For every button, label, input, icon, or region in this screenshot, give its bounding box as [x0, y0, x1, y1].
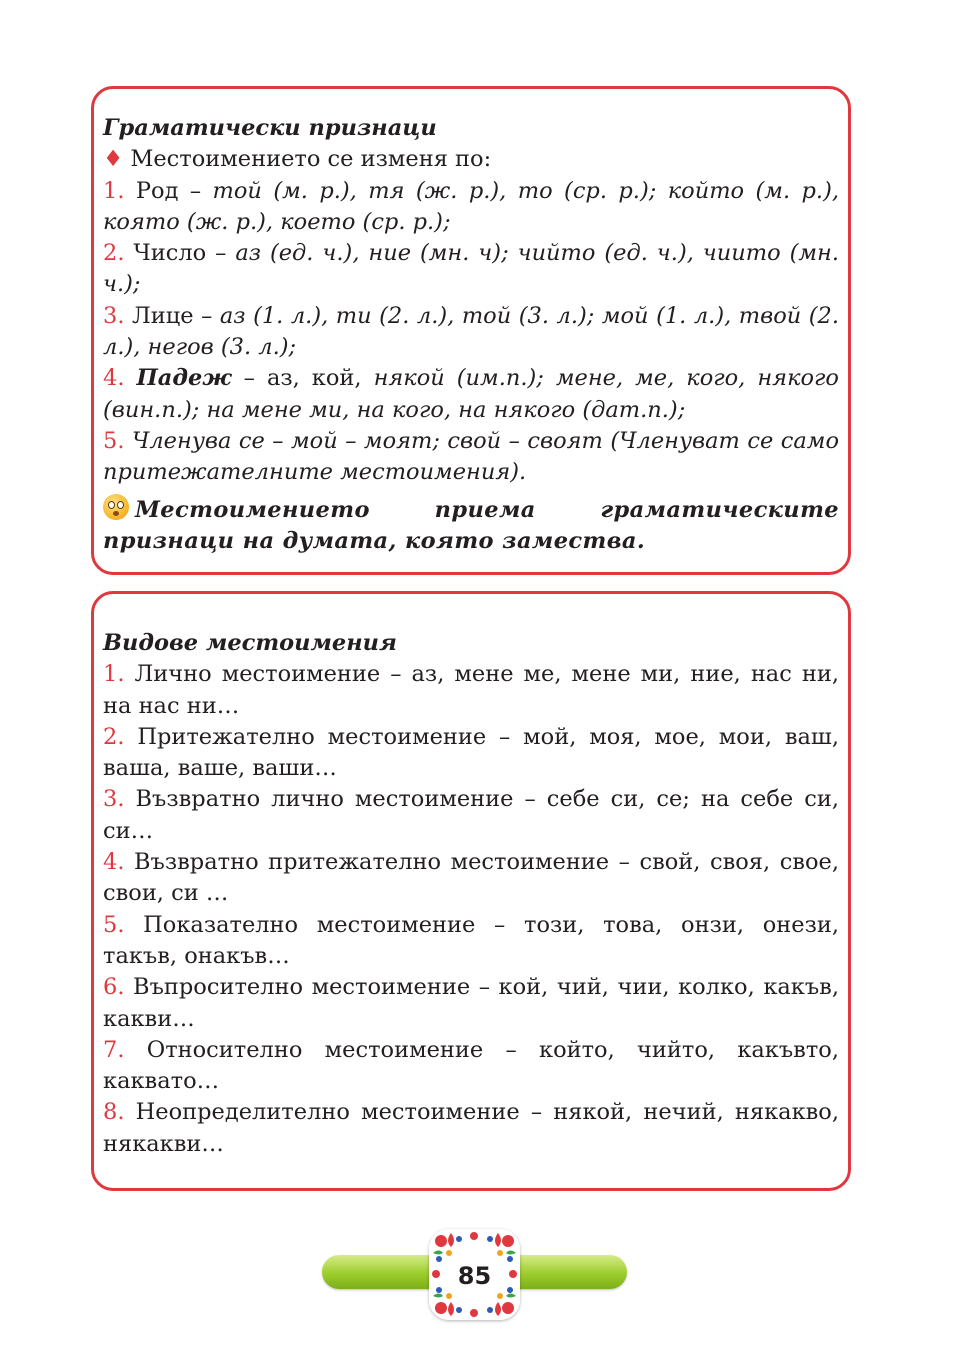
- pronoun-types-title: Видове местоимения: [103, 630, 397, 656]
- grammar-item-gender: 1. Род – той (м. р.), тя (ж. р.), то (ср. р.); който (м. р.), която (ж. р.), което (ср. р.);: [103, 177, 839, 235]
- diamond-bullet-icon: ♦: [103, 146, 124, 173]
- list-item: 1. Лично местоимение – аз, мене ме, мене ми, ние, нас ни, на нас ни…: [103, 661, 839, 719]
- page-number: 85: [446, 1252, 503, 1300]
- list-item: 7. Относително местоимение – който, чийто, какъвто, каквато…: [103, 1036, 839, 1095]
- surprised-face-icon: [103, 494, 129, 520]
- grammar-item-article: 5. Членува се – мой – моят; свой – своят (Членуват се само притежателните местоимения).: [103, 427, 839, 486]
- list-item: 4. Възвратно притежателно местоимение – свой, своя, свое, свои, си …: [103, 849, 839, 907]
- list-item: 5. Показателно местоимение – този, това, онзи, онези, такъв, онакъв…: [103, 911, 839, 969]
- list-item: 8. Неопределително местоимение – някой, нечий, някакво, някакви…: [103, 1099, 839, 1157]
- grammar-note: Местоимението приема граматическите признаци на думата, която замества.: [103, 494, 839, 558]
- list-item: 6. Въпросително местоимение – кой, чий, чии, колко, какъв, какви…: [103, 974, 839, 1032]
- grammar-intro: ♦ Местоимението се изменя по:: [103, 146, 492, 173]
- grammar-item-number: 2. Число – аз (ед. ч.), ние (мн. ч); чийто (ед. ч.), чиито (мн. ч.);: [103, 240, 839, 298]
- list-item: 2. Притежателно местоимение – мой, моя, мое, мои, ваш, ваша, ваше, ваши…: [103, 723, 839, 782]
- grammar-features-title: Граматически признаци: [103, 115, 437, 141]
- grammar-features-box: [91, 86, 851, 575]
- grammar-item-case: 4. Падеж – аз, кой, някой (им.п.); мене, ме, кого, някого (вин.п.); на мене ми, на кого, на някого (дат.п.);: [103, 365, 839, 423]
- pronoun-types-box: [91, 591, 851, 1191]
- grammar-item-person: 3. Лице – аз (1. л.), ти (2. л.), той (3. л.); мой (1. л.), твой (2. л.), негов (3. л.);: [103, 302, 840, 361]
- list-item: 3. Възвратно лично местоимение – себе си, се; на себе си, си…: [103, 786, 839, 844]
